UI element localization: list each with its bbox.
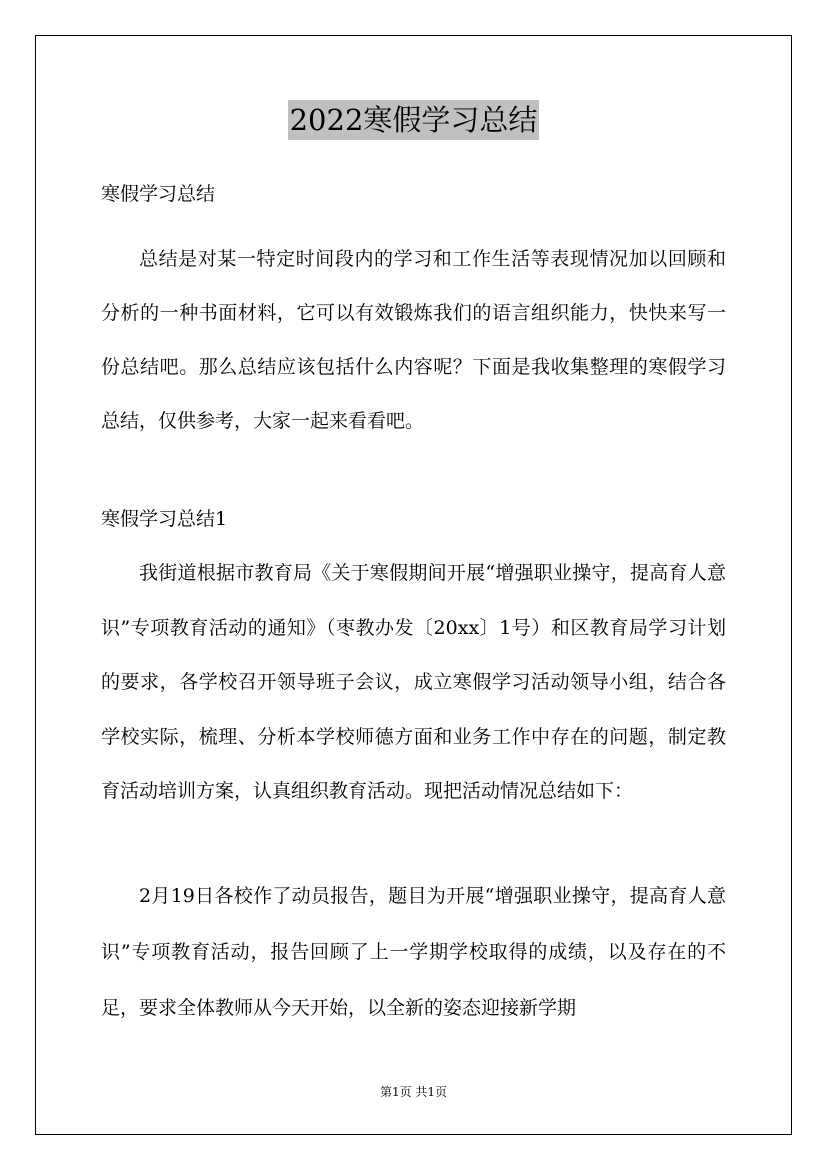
page-number: 第1页 共1页 — [379, 1085, 448, 1099]
body-paragraph-2: 2月19日各校作了动员报告，题目为开展“增强职业操守，提高育人意识”专项教育活动，报告回顾了上一学期学校取得的成绩，以及存在的不足，要求全体教师从今天开始，以全新的姿态迎接新学期 — [101, 885, 726, 1019]
section-heading: 寒假学习总结1 — [101, 508, 228, 530]
body-paragraph-1: 我街道根据市教育局《关于寒假期间开展“增强职业操守，提高育人意识”专项教育活动的通知》（枣教办发〔20xx〕1号）和区教育局学习计划的要求，各学校召开领导班子会议，成立寒假学习活动领导小组，结合各学校实际，梳理、分析本学校师德方面和业务工作中存在的问题，制定教育活动培训方案，认真组织教育活动。现把活动情况总结如下： — [101, 562, 726, 802]
document-title: 2022寒假学习总结 — [288, 100, 540, 140]
document-title-container — [0, 100, 827, 140]
intro-paragraph: 总结是对某一特定时间段内的学习和工作生活等表现情况加以回顾和分析的一种书面材料，它可以有效锻炼我们的语言组织能力，快快来写一份总结吧。那么总结应该包括什么内容呢？下面是我收集整理的寒假学习总结，仅供参考，大家一起来看看吧。 — [101, 248, 726, 432]
document-subtitle: 寒假学习总结 — [101, 183, 216, 205]
